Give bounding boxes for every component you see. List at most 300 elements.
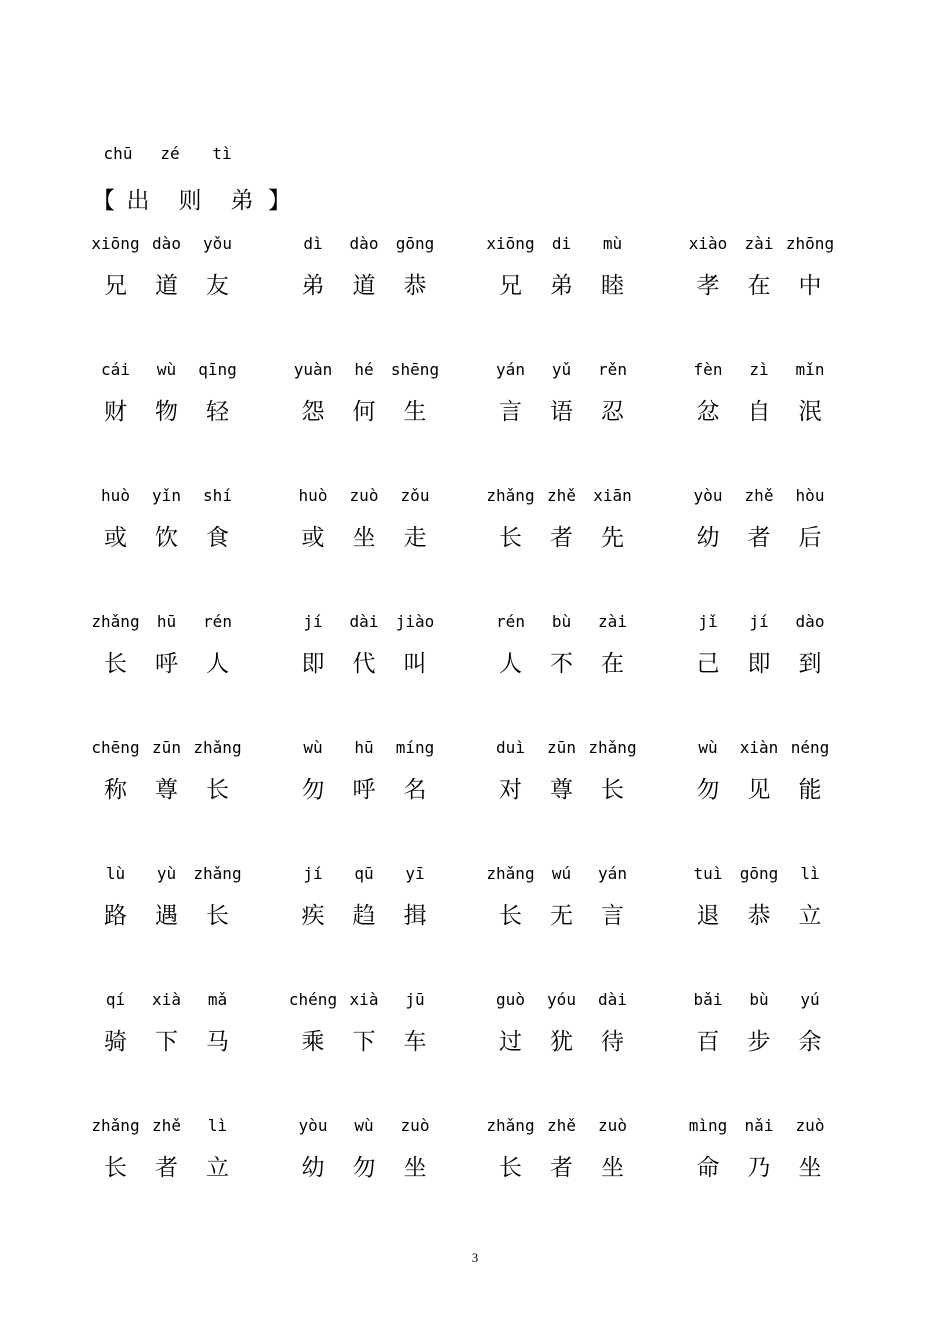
hanzi-character: 长 — [499, 902, 522, 929]
pinyin-syllable: zhǎng — [486, 1115, 535, 1135]
phrase-pinyin — [288, 608, 486, 634]
hanzi-character: 走 — [403, 524, 427, 551]
verse-phrase — [683, 860, 881, 986]
pinyin-syllable: lù — [105, 863, 126, 883]
phrase-pinyin — [90, 734, 288, 760]
hanzi-character: 怨 — [301, 398, 325, 425]
verse-row — [90, 356, 880, 482]
pinyin-syllable: huò — [101, 485, 130, 505]
phrase-pinyin — [288, 230, 486, 256]
phrase-characters — [683, 389, 881, 429]
pinyin-syllable: lì — [800, 863, 820, 883]
hanzi-character: 忍 — [601, 398, 624, 425]
phrase-characters — [485, 389, 683, 429]
pinyin-syllable: wú — [551, 863, 572, 883]
pinyin-syllable: fèn — [693, 359, 723, 379]
phrase-characters — [288, 389, 486, 429]
pinyin-syllable: xià — [152, 989, 181, 1009]
phrase-characters — [683, 263, 881, 303]
phrase-pinyin — [288, 1112, 486, 1138]
phrase-pinyin — [90, 230, 288, 256]
hanzi-character: 坐 — [601, 1154, 624, 1181]
pinyin-syllable: wù — [303, 737, 323, 757]
pinyin-syllable: xiōng — [486, 233, 535, 253]
phrase-characters — [90, 1019, 288, 1059]
pinyin-syllable: zuò — [400, 1115, 430, 1135]
verse-phrase — [288, 986, 486, 1112]
pinyin-syllable: xiàn — [739, 737, 779, 757]
verse-phrase — [90, 734, 288, 860]
verse-row — [90, 734, 880, 860]
heading-character: 弟 — [230, 187, 254, 214]
pinyin-syllable: chéng — [288, 989, 338, 1009]
hanzi-character: 勿 — [301, 776, 325, 803]
pinyin-syllable: mǎ — [207, 989, 228, 1009]
pinyin-syllable: yú — [800, 989, 820, 1009]
verse-phrase — [288, 356, 486, 482]
pinyin-syllable: dài — [349, 611, 379, 631]
hanzi-character: 能 — [798, 776, 822, 803]
pinyin-syllable: yù — [156, 863, 177, 883]
pinyin-syllable: tuì — [693, 863, 723, 883]
hanzi-character: 物 — [155, 398, 178, 425]
phrase-characters — [485, 1019, 683, 1059]
pinyin-syllable: zūn — [152, 737, 181, 757]
hanzi-character: 不 — [550, 650, 573, 677]
phrase-characters — [288, 641, 486, 681]
phrase-pinyin — [485, 1112, 683, 1138]
hanzi-character: 弟 — [550, 272, 573, 299]
phrase-characters — [683, 515, 881, 555]
pinyin-syllable: nǎi — [744, 1115, 774, 1135]
hanzi-character: 财 — [104, 398, 127, 425]
hanzi-character: 生 — [403, 398, 427, 425]
hanzi-character: 立 — [798, 902, 822, 929]
hanzi-character: 孝 — [696, 272, 720, 299]
phrase-pinyin — [683, 482, 881, 508]
hanzi-character: 恭 — [403, 272, 427, 299]
verse-phrase — [683, 1112, 881, 1238]
pinyin-syllable: qū — [354, 863, 374, 883]
hanzi-character: 语 — [550, 398, 573, 425]
phrase-characters — [485, 1145, 683, 1185]
phrase-pinyin — [485, 734, 683, 760]
pinyin-syllable: jū — [405, 989, 425, 1009]
phrase-pinyin — [683, 860, 881, 886]
phrase-pinyin — [683, 734, 881, 760]
hanzi-character: 呼 — [352, 776, 376, 803]
hanzi-character: 者 — [550, 1154, 573, 1181]
pinyin-syllable: zuò — [795, 1115, 825, 1135]
open-bracket: 【 — [92, 187, 115, 214]
hanzi-character: 幼 — [696, 524, 720, 551]
hanzi-character: 人 — [499, 650, 522, 677]
pinyin-syllable: zuò — [349, 485, 379, 505]
verse-phrase — [683, 986, 881, 1112]
pinyin-syllable: zhǎng — [486, 863, 535, 883]
verse-phrase — [90, 608, 288, 734]
phrase-characters — [90, 893, 288, 933]
hanzi-character: 对 — [499, 776, 522, 803]
verse-row — [90, 1112, 880, 1238]
hanzi-character: 忿 — [696, 398, 720, 425]
phrase-pinyin — [90, 860, 288, 886]
pinyin-syllable: zhě — [547, 1115, 576, 1135]
hanzi-character: 趋 — [352, 902, 376, 929]
pinyin-syllable: zhōng — [785, 233, 835, 253]
hanzi-character: 饮 — [155, 524, 178, 551]
verse-phrase — [288, 860, 486, 986]
hanzi-character: 下 — [155, 1028, 178, 1055]
pinyin-syllable: rén — [203, 611, 232, 631]
hanzi-character: 友 — [206, 272, 229, 299]
hanzi-character: 勿 — [352, 1154, 376, 1181]
hanzi-character: 呼 — [155, 650, 178, 677]
phrase-pinyin — [683, 1112, 881, 1138]
phrase-characters — [90, 1145, 288, 1185]
pinyin-syllable: hū — [156, 611, 177, 631]
pinyin-syllable: zhǎng — [91, 1115, 140, 1135]
pinyin-syllable: rén — [496, 611, 525, 631]
pinyin-syllable: zài — [598, 611, 627, 631]
phrase-characters — [90, 641, 288, 681]
pinyin-syllable: shēng — [390, 359, 440, 379]
verse-phrase — [288, 1112, 486, 1238]
hanzi-character: 百 — [696, 1028, 720, 1055]
hanzi-character: 叫 — [403, 650, 427, 677]
hanzi-character: 勿 — [696, 776, 720, 803]
verse-phrase — [90, 356, 288, 482]
phrase-characters — [90, 767, 288, 807]
pinyin-syllable: xiōng — [91, 233, 140, 253]
hanzi-character: 到 — [798, 650, 822, 677]
pinyin-syllable: zhǎng — [486, 485, 535, 505]
section-heading — [92, 140, 291, 218]
pinyin-syllable: dài — [598, 989, 627, 1009]
pinyin-syllable: wù — [354, 1115, 374, 1135]
verse-row — [90, 608, 880, 734]
phrase-characters — [90, 389, 288, 429]
verse-phrase — [90, 986, 288, 1112]
hanzi-character: 代 — [352, 650, 376, 677]
verse-phrase — [485, 734, 683, 860]
pinyin-syllable: míng — [395, 737, 435, 757]
pinyin-syllable: zhǎng — [193, 863, 242, 883]
pinyin-syllable: wù — [156, 359, 177, 379]
hanzi-character: 名 — [403, 776, 427, 803]
verse-phrase — [683, 482, 881, 608]
pinyin-syllable: tì — [212, 143, 232, 163]
verse-phrase — [90, 1112, 288, 1238]
hanzi-character: 坐 — [352, 524, 376, 551]
phrase-pinyin — [288, 986, 486, 1012]
pinyin-syllable: zài — [744, 233, 774, 253]
hanzi-character: 见 — [747, 776, 771, 803]
pinyin-syllable: di — [551, 233, 572, 253]
pinyin-syllable: bù — [551, 611, 572, 631]
pinyin-syllable: mìng — [688, 1115, 728, 1135]
phrase-pinyin — [485, 986, 683, 1012]
pinyin-syllable: huò — [298, 485, 328, 505]
verse-grid — [90, 230, 880, 1238]
pinyin-syllable: xiān — [593, 485, 632, 505]
phrase-pinyin — [485, 608, 683, 634]
pinyin-syllable: zhǎng — [193, 737, 242, 757]
hanzi-character: 恭 — [747, 902, 771, 929]
pinyin-syllable: hū — [354, 737, 374, 757]
hanzi-character: 下 — [352, 1028, 376, 1055]
hanzi-character: 自 — [747, 398, 771, 425]
hanzi-character: 在 — [601, 650, 624, 677]
pinyin-syllable: guò — [496, 989, 525, 1009]
pinyin-syllable: zuò — [598, 1115, 627, 1135]
pinyin-syllable: gōng — [739, 863, 779, 883]
phrase-pinyin — [90, 482, 288, 508]
hanzi-character: 在 — [747, 272, 771, 299]
phrase-characters — [90, 515, 288, 555]
hanzi-character: 立 — [206, 1154, 229, 1181]
phrase-characters — [288, 515, 486, 555]
hanzi-character: 称 — [104, 776, 127, 803]
verse-phrase — [90, 230, 288, 356]
hanzi-character: 轻 — [206, 398, 229, 425]
pinyin-syllable: yán — [496, 359, 525, 379]
hanzi-character: 人 — [206, 650, 229, 677]
heading-character: 出 — [126, 187, 150, 214]
verse-row — [90, 860, 880, 986]
hanzi-character: 乃 — [747, 1154, 771, 1181]
pinyin-syllable: jí — [303, 611, 323, 631]
hanzi-character: 车 — [403, 1028, 427, 1055]
phrase-pinyin — [90, 356, 288, 382]
hanzi-character: 余 — [798, 1028, 822, 1055]
phrase-pinyin — [288, 356, 486, 382]
phrase-characters — [485, 515, 683, 555]
verse-phrase — [288, 230, 486, 356]
pinyin-syllable: cái — [101, 359, 130, 379]
phrase-pinyin — [683, 230, 881, 256]
pinyin-syllable: néng — [790, 737, 830, 757]
hanzi-character: 者 — [550, 524, 573, 551]
verse-phrase — [485, 608, 683, 734]
phrase-characters — [683, 1145, 881, 1185]
hanzi-character: 长 — [601, 776, 624, 803]
verse-phrase — [683, 356, 881, 482]
phrase-characters — [485, 641, 683, 681]
hanzi-character: 长 — [206, 902, 229, 929]
hanzi-character: 揖 — [403, 902, 427, 929]
pinyin-syllable: zé — [160, 143, 180, 163]
phrase-pinyin — [485, 482, 683, 508]
pinyin-syllable: xià — [349, 989, 379, 1009]
pinyin-syllable: yǒu — [203, 233, 232, 253]
phrase-characters — [683, 641, 881, 681]
hanzi-character: 路 — [104, 902, 127, 929]
verse-phrase — [288, 608, 486, 734]
hanzi-character: 道 — [155, 272, 178, 299]
pinyin-syllable: bù — [749, 989, 769, 1009]
pinyin-syllable: qīng — [198, 359, 237, 379]
phrase-characters — [90, 263, 288, 303]
hanzi-character: 道 — [352, 272, 376, 299]
hanzi-character: 退 — [696, 902, 720, 929]
verse-row — [90, 986, 880, 1112]
hanzi-character: 兄 — [104, 272, 127, 299]
hanzi-character: 长 — [499, 524, 522, 551]
hanzi-character: 长 — [104, 650, 127, 677]
hanzi-character: 后 — [798, 524, 822, 551]
pinyin-syllable: zūn — [547, 737, 576, 757]
pinyin-syllable: yòu — [693, 485, 723, 505]
hanzi-character: 骑 — [104, 1028, 127, 1055]
pinyin-syllable: rěn — [598, 359, 627, 379]
section-heading-pinyin — [92, 140, 288, 166]
phrase-pinyin — [485, 356, 683, 382]
hanzi-character: 坐 — [798, 1154, 822, 1181]
phrase-pinyin — [485, 860, 683, 886]
phrase-pinyin — [683, 986, 881, 1012]
pinyin-syllable: chū — [103, 143, 133, 163]
phrase-characters — [683, 767, 881, 807]
pinyin-syllable: yóu — [547, 989, 576, 1009]
pinyin-syllable: zhǎng — [588, 737, 637, 757]
verse-row — [90, 230, 880, 356]
verse-phrase — [485, 1112, 683, 1238]
hanzi-character: 疾 — [301, 902, 325, 929]
pinyin-syllable: jiào — [395, 611, 435, 631]
pinyin-syllable: shí — [203, 485, 232, 505]
pinyin-syllable: zǒu — [400, 485, 430, 505]
pinyin-syllable: zhě — [547, 485, 576, 505]
hanzi-character: 己 — [696, 650, 720, 677]
verse-phrase — [485, 860, 683, 986]
hanzi-character: 者 — [155, 1154, 178, 1181]
phrase-characters — [683, 1019, 881, 1059]
hanzi-character: 步 — [747, 1028, 771, 1055]
pinyin-syllable: bǎi — [693, 989, 723, 1009]
hanzi-character: 幼 — [301, 1154, 325, 1181]
phrase-pinyin — [683, 356, 881, 382]
hanzi-character: 先 — [601, 524, 624, 551]
pinyin-syllable: yǔ — [551, 359, 572, 379]
hanzi-character: 待 — [601, 1028, 624, 1055]
pinyin-syllable: jǐ — [698, 611, 718, 631]
pinyin-syllable: zhě — [744, 485, 774, 505]
verse-phrase — [683, 608, 881, 734]
phrase-characters — [288, 893, 486, 933]
pinyin-syllable: dào — [795, 611, 825, 631]
close-bracket: 】 — [268, 187, 291, 214]
pinyin-syllable: jí — [749, 611, 769, 631]
phrase-pinyin — [90, 986, 288, 1012]
phrase-characters — [485, 767, 683, 807]
phrase-pinyin — [90, 608, 288, 634]
phrase-pinyin — [288, 860, 486, 886]
pinyin-syllable: yī — [405, 863, 425, 883]
phrase-pinyin — [90, 1112, 288, 1138]
section-heading-title — [92, 178, 291, 218]
pinyin-syllable: dì — [303, 233, 323, 253]
phrase-characters — [288, 1145, 486, 1185]
heading-character: 则 — [178, 187, 202, 214]
hanzi-character: 兄 — [499, 272, 522, 299]
hanzi-character: 即 — [747, 650, 771, 677]
pinyin-syllable: gōng — [395, 233, 435, 253]
hanzi-character: 乘 — [301, 1028, 325, 1055]
pinyin-syllable: mǐn — [795, 359, 825, 379]
hanzi-character: 长 — [499, 1154, 522, 1181]
verse-phrase — [683, 734, 881, 860]
hanzi-character: 坐 — [403, 1154, 427, 1181]
pinyin-syllable: zhǎng — [91, 611, 140, 631]
verse-phrase — [485, 356, 683, 482]
pinyin-syllable: chēng — [91, 737, 140, 757]
hanzi-character: 长 — [104, 1154, 127, 1181]
pinyin-syllable: dào — [152, 233, 181, 253]
pinyin-syllable: lì — [207, 1115, 228, 1135]
hanzi-character: 马 — [206, 1028, 229, 1055]
hanzi-character: 言 — [601, 902, 624, 929]
pinyin-syllable: qí — [105, 989, 126, 1009]
phrase-characters — [288, 263, 486, 303]
verse-phrase — [288, 734, 486, 860]
hanzi-character: 犹 — [550, 1028, 573, 1055]
hanzi-character: 长 — [206, 776, 229, 803]
phrase-pinyin — [288, 734, 486, 760]
phrase-characters — [485, 263, 683, 303]
verse-phrase — [485, 986, 683, 1112]
hanzi-character: 言 — [499, 398, 522, 425]
hanzi-character: 尊 — [550, 776, 573, 803]
phrase-characters — [683, 893, 881, 933]
pinyin-syllable: hòu — [795, 485, 825, 505]
pinyin-syllable: duì — [496, 737, 525, 757]
verse-phrase — [485, 482, 683, 608]
hanzi-character: 或 — [104, 524, 127, 551]
pinyin-syllable: wù — [698, 737, 718, 757]
hanzi-character: 或 — [301, 524, 325, 551]
page-number: 3 — [471, 1250, 479, 1265]
phrase-characters — [288, 767, 486, 807]
hanzi-character: 何 — [352, 398, 376, 425]
phrase-pinyin — [288, 482, 486, 508]
pinyin-syllable: yán — [598, 863, 627, 883]
pinyin-syllable: yuàn — [293, 359, 333, 379]
hanzi-character: 过 — [499, 1028, 522, 1055]
pinyin-syllable: mù — [602, 233, 623, 253]
hanzi-character: 无 — [550, 902, 573, 929]
pinyin-syllable: zì — [749, 359, 769, 379]
hanzi-character: 遇 — [155, 902, 178, 929]
pinyin-syllable: xiào — [688, 233, 728, 253]
verse-phrase — [683, 230, 881, 356]
pinyin-syllable: yǐn — [152, 485, 181, 505]
pinyin-syllable: hé — [354, 359, 374, 379]
phrase-pinyin — [683, 608, 881, 634]
hanzi-character: 命 — [696, 1154, 720, 1181]
verse-phrase — [485, 230, 683, 356]
phrase-pinyin — [485, 230, 683, 256]
pinyin-syllable: jí — [303, 863, 323, 883]
hanzi-character: 食 — [206, 524, 229, 551]
verse-phrase — [90, 482, 288, 608]
pinyin-syllable: dào — [349, 233, 379, 253]
hanzi-character: 睦 — [601, 272, 624, 299]
hanzi-character: 中 — [798, 272, 822, 299]
hanzi-character: 泯 — [798, 398, 822, 425]
phrase-characters — [485, 893, 683, 933]
hanzi-character: 弟 — [301, 272, 325, 299]
